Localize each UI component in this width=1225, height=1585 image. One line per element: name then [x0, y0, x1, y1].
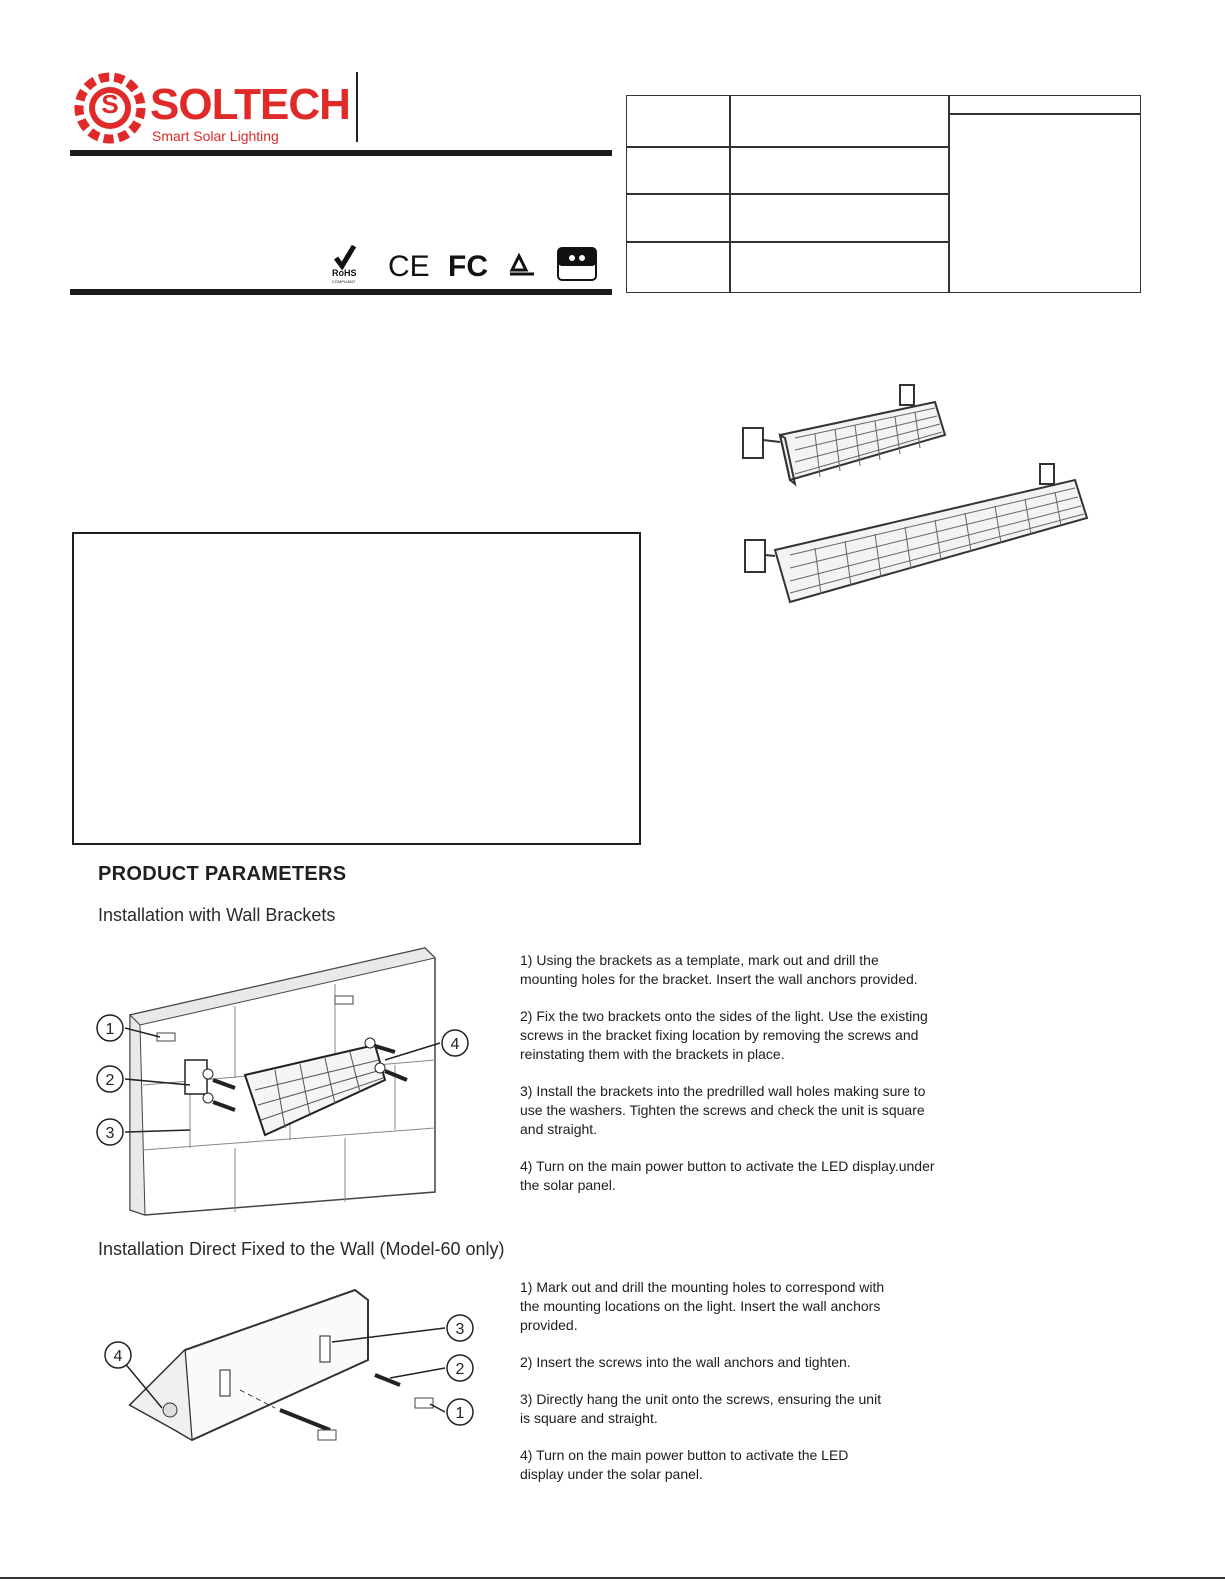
bracket-step-4: 4) Turn on the main power button to activate the LED display.under the solar panel.	[520, 1158, 935, 1193]
callout-1: 1	[455, 1405, 465, 1422]
recycle-icon	[510, 256, 534, 274]
logo-letter: S	[101, 89, 119, 119]
callout-3: 3	[455, 1321, 465, 1338]
fcc-icon	[448, 250, 488, 283]
bracket-step-1: 1) Using the brackets as a template, mark out and drill the mounting holes for the bracket. Insert the wall anchors provided.	[520, 952, 918, 987]
product-image	[735, 380, 1095, 605]
rohs-icon	[332, 246, 357, 284]
svg-text:FC: FC	[448, 250, 488, 283]
callout-2: 2	[455, 1361, 465, 1378]
install-direct-steps	[520, 1278, 890, 1502]
logo-divider	[356, 72, 358, 142]
callout-2: 2	[105, 1072, 115, 1089]
svg-text:RoHS: RoHS	[332, 268, 357, 278]
direct-step-1: 1) Mark out and drill the mounting holes to correspond with the mounting locations on the light. Insert the wall anchors provided.	[520, 1279, 885, 1333]
info-box	[72, 532, 641, 845]
direct-step-3: 3) Directly hang the unit onto the screws, ensuring the unit is square and straight.	[520, 1391, 882, 1426]
bracket-step-2: 2) Fix the two brackets onto the sides of the light. Use the existing screws in the bracket fixing location by removing the screws and reinstating them with the brackets in place.	[520, 1008, 928, 1062]
header-rule-top	[70, 150, 612, 156]
brand-name: SOLTECH	[150, 80, 350, 129]
spec-table	[626, 95, 1141, 293]
product-parameters-heading: PRODUCT PARAMETERS	[98, 863, 347, 885]
direct-step-2: 2) Insert the screws into the wall anchors and tighten.	[520, 1354, 851, 1370]
svg-text:CE: CE	[388, 250, 430, 283]
callout-3: 3	[105, 1125, 115, 1142]
certification-icons	[330, 244, 612, 284]
callout-4: 4	[450, 1036, 460, 1053]
install-direct-heading: Installation Direct Fixed to the Wall (Model-60 only)	[98, 1239, 505, 1259]
callout-1: 1	[105, 1021, 115, 1038]
bracket-step-3: 3) Install the brackets into the predrilled wall holes making sure to use the washers. Tighten the screws and check the unit is square and straight.	[520, 1083, 926, 1137]
svg-text:COMPLIANT: COMPLIANT	[332, 279, 356, 284]
install-brackets-heading: Installation with Wall Brackets	[98, 905, 336, 925]
install-direct-diagram	[100, 1280, 485, 1480]
ce-icon	[388, 250, 430, 283]
ip-rating-icon	[558, 248, 596, 280]
header-rule-bottom	[70, 289, 612, 295]
brand-tagline: Smart Solar Lighting	[152, 128, 279, 144]
callout-4: 4	[113, 1348, 123, 1365]
install-brackets-diagram	[95, 940, 480, 1220]
install-brackets-steps	[520, 951, 940, 1213]
page-bottom-rule	[0, 1577, 1225, 1579]
direct-step-4: 4) Turn on the main power button to activate the LED display under the solar panel.	[520, 1447, 849, 1482]
